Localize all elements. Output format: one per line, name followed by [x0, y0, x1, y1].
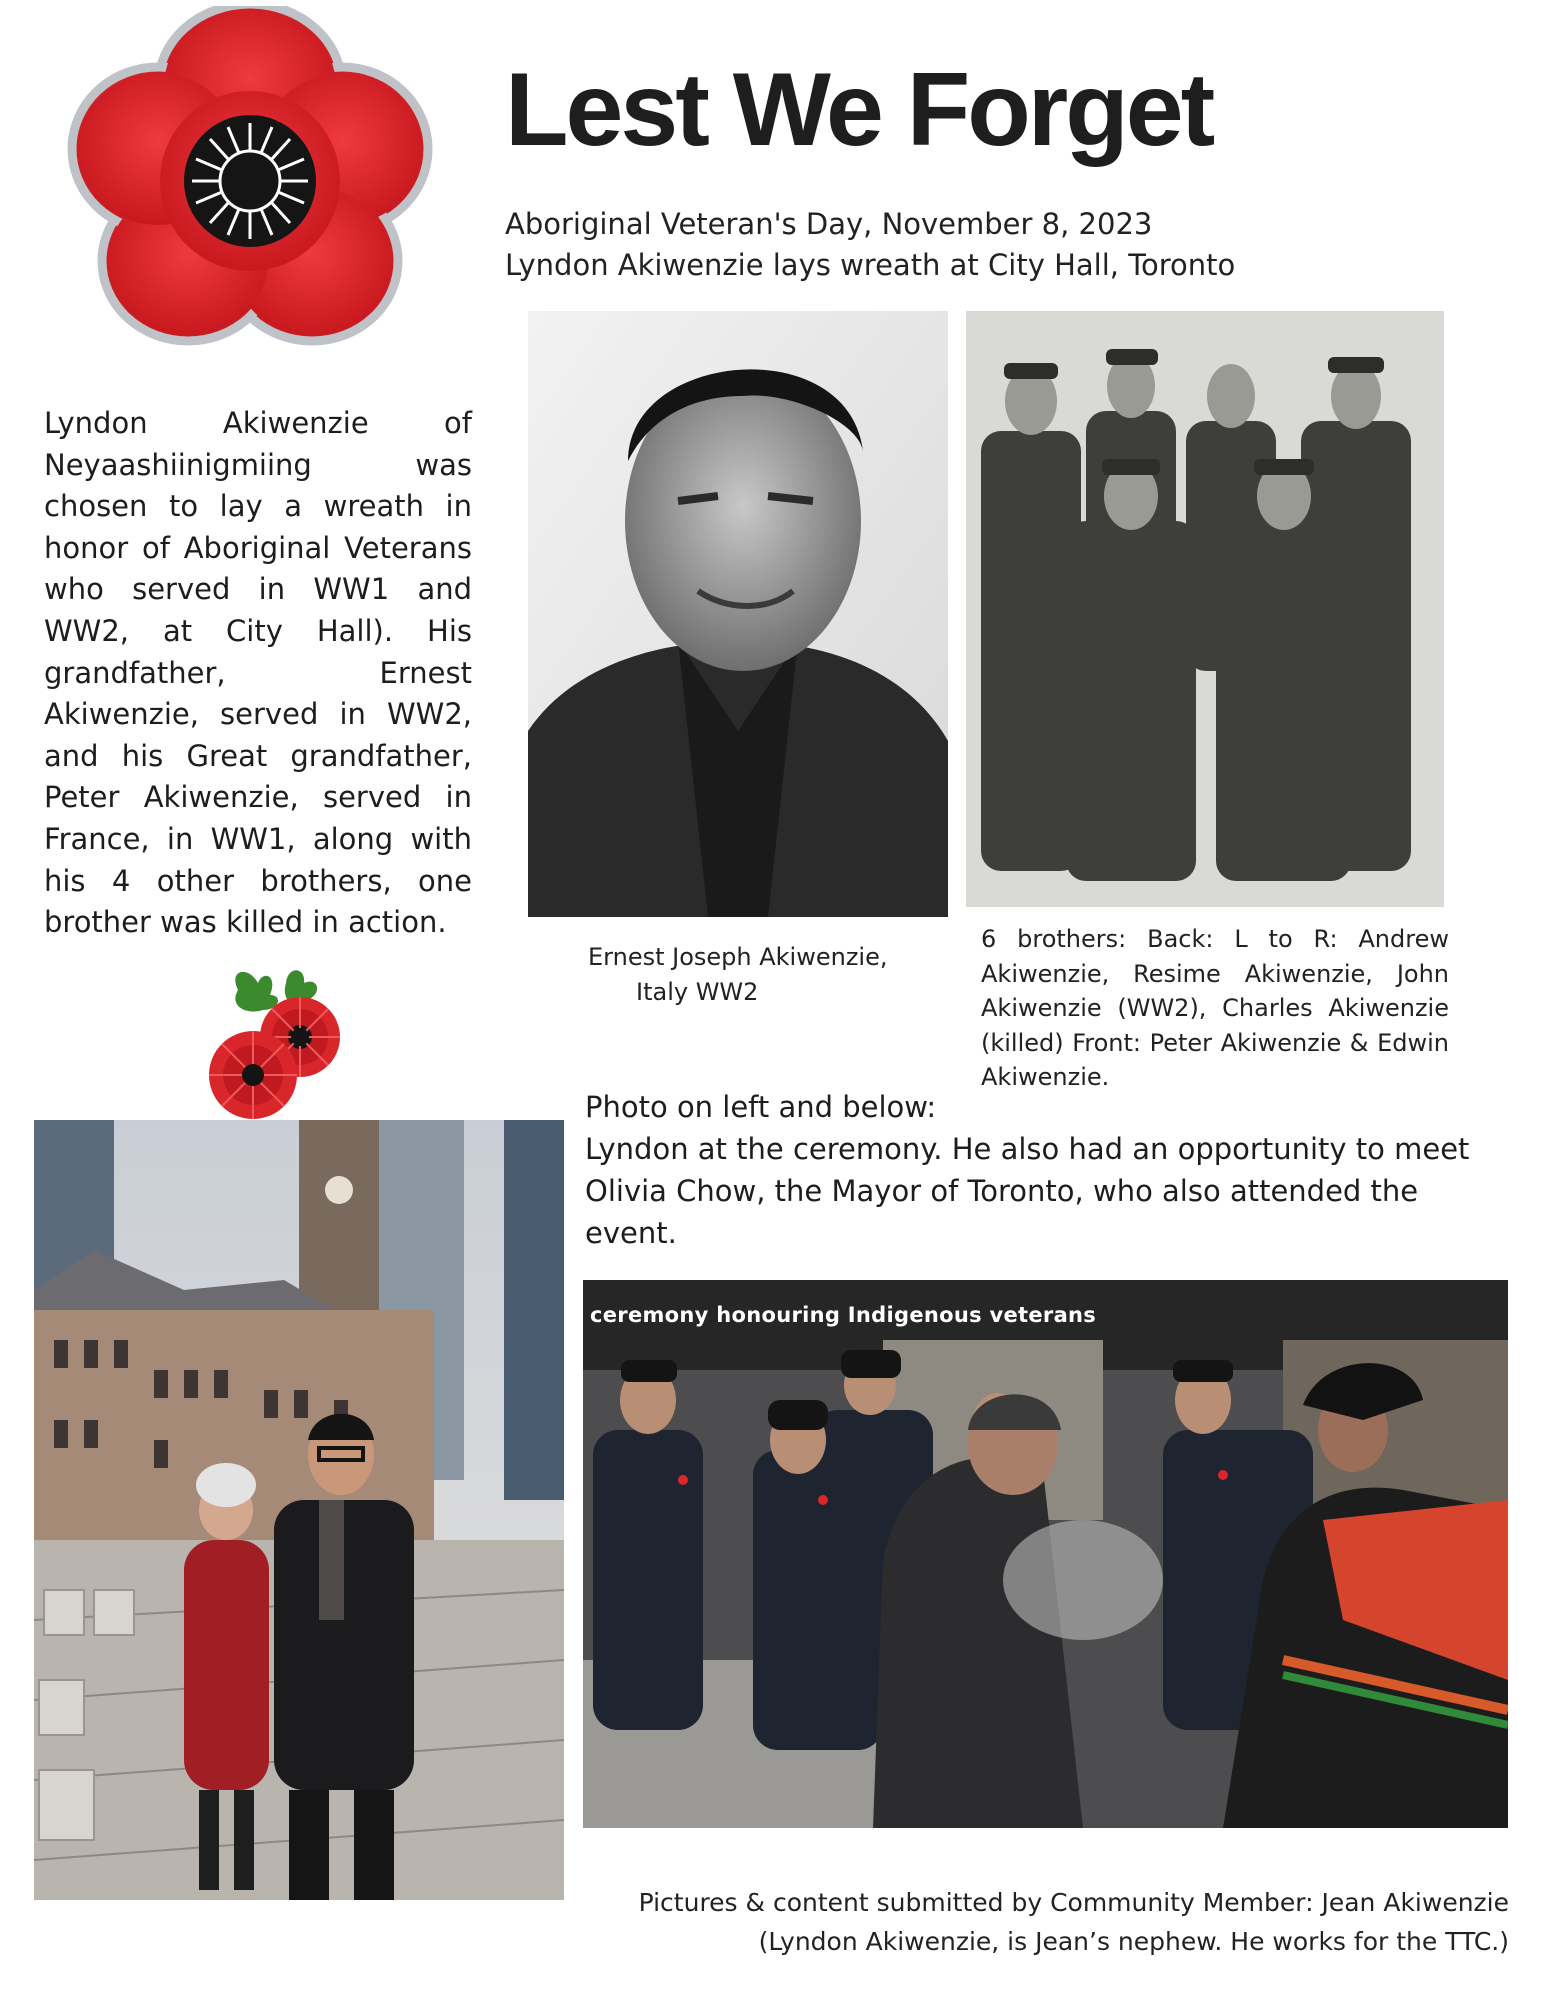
ceremony-overlay-caption: ceremony honouring Indigenous veterans	[590, 1303, 1097, 1327]
photo-six-brothers	[966, 311, 1444, 907]
subtitle-event: Lyndon Akiwenzie lays wreath at City Hall, Toronto	[505, 248, 1236, 282]
caption-ernest-service: Italy WW2	[636, 978, 759, 1006]
poppy-pin-icon	[60, 6, 440, 356]
caption-ernest	[588, 940, 887, 1010]
credit-note: (Lyndon Akiwenzie, is Jean’s nephew. He works for the TTC.)	[758, 1927, 1509, 1956]
credit	[549, 1883, 1509, 1961]
photo-city-hall	[34, 1120, 564, 1900]
poppy-cluster-icon	[208, 965, 363, 1125]
photo-note	[585, 1086, 1495, 1254]
photo-note-heading: Photo on left and below:	[585, 1090, 937, 1124]
page-title: Lest We Forget	[505, 52, 1213, 168]
caption-ernest-name: Ernest Joseph Akiwenzie,	[588, 943, 888, 971]
credit-submitter: Pictures & content submitted by Community Member: Jean Akiwenzie	[638, 1888, 1509, 1917]
subtitle-date: Aboriginal Veteran's Day, November 8, 2023	[505, 207, 1153, 241]
caption-brothers: 6 brothers: Back: L to R: Andrew Akiwenzie, Resime Akiwenzie, John Akiwenzie (WW2), Charles Akiwenzie (killed) Front: Peter Akiwenzie & Edwin Akiwenzie.	[981, 925, 1449, 1091]
subtitle	[505, 204, 1235, 286]
photo-ernest-portrait	[528, 311, 948, 917]
photo-note-body: Lyndon at the ceremony. He also had an opportunity to meet Olivia Chow, the Mayor of Toronto, who also attended the event.	[585, 1132, 1470, 1250]
photo-ceremony	[583, 1280, 1508, 1828]
story-text: Lyndon Akiwenzie of Neyaashiinigmiing was chosen to lay a wreath in honor of Aboriginal Veterans who served in WW1 and WW2, at City Hall). His grandfather, Ernest Akiwenzie, served in WW2, and his Great grandfather, Peter Akiwenzie, served in France, in WW1, along with his 4 other brothers, one brother was killed in action.	[44, 406, 472, 940]
